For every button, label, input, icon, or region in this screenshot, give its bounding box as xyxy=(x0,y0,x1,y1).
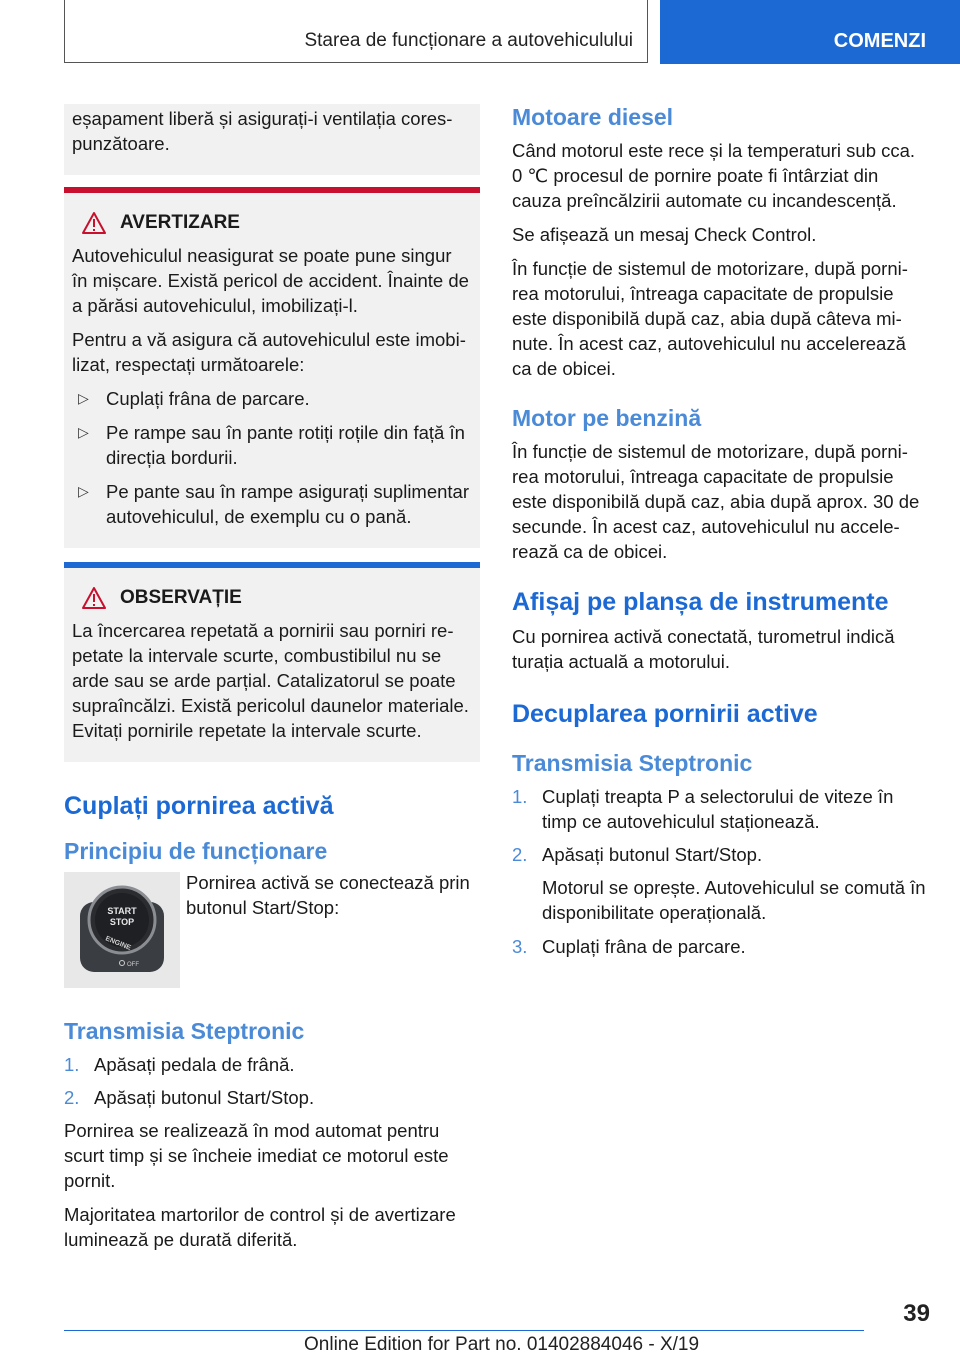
edition-footer: Online Edition for Part no. 01402884046 - X/19 xyxy=(304,1334,700,1355)
section-tab[interactable]: COMENZI xyxy=(660,0,960,64)
warning-heading xyxy=(72,211,472,235)
list-item xyxy=(72,479,472,529)
stop-steps-list-continued xyxy=(512,934,928,959)
list-item xyxy=(72,420,472,470)
start-result-paragraph: Pornirea se realizează în mod automat pentru scurt timp și se încheie imediat ce motorul este pornit. xyxy=(64,1120,449,1191)
list-item xyxy=(64,1052,480,1077)
warning-paragraph-1: Autovehiculul neasigurat se poate pune singur în mișcare. Există pericol de accident. Înainte de a părăsi autovehiculul, imobilizați-l. xyxy=(72,245,469,316)
start-stop-button-image xyxy=(64,872,180,988)
bullet-text: Pe pante sau în rampe asigurați suplimentar autovehiculul, de exemplu cu o pană. xyxy=(106,481,470,527)
start-steps-list xyxy=(64,1052,480,1110)
start-stop-button-icon xyxy=(72,880,172,980)
button-engine-label: ENGINE xyxy=(104,935,132,952)
petrol-paragraph: În funcție de sistemul de motorizare, după pornirea motorului, întreaga capacitate de propulsie este disponibilă după caz, abia după aprox. 30 de secunde. În acest caz, autovehiculul nu accelerează ca de obicei. xyxy=(512,441,920,562)
list-item xyxy=(512,842,928,867)
bullet-text: Pe rampe sau în pante rotiți roțile din față în direcția bordurii. xyxy=(106,422,465,468)
chapter-title: Starea de funcționare a autovehiculului xyxy=(304,30,633,51)
principle-text: Pornirea activă se conectează prin butonul Start/Stop: xyxy=(186,872,470,918)
button-off-label: OFF xyxy=(127,962,139,968)
stop-steps-list xyxy=(512,784,928,867)
warning-callout xyxy=(64,187,480,548)
step-number: 1. xyxy=(512,786,528,807)
section-heading: Cuplați pornirea activă xyxy=(64,792,334,820)
warning-heading-text: AVERTIZARE xyxy=(120,212,240,233)
step-text: Apăsați butonul Start/Stop. xyxy=(94,1087,315,1108)
left-column xyxy=(64,104,480,1261)
diesel-paragraph-2: Se afișează un mesaj Check Control. xyxy=(512,224,817,245)
display-paragraph: Cu pornirea activă conectată, turometrul indică turația actuală a motorului. xyxy=(512,626,895,672)
bullet-text: Cuplați frâna de parcare. xyxy=(106,388,310,409)
steptronic-heading-right: Transmisia Steptronic xyxy=(512,750,753,776)
indicator-paragraph: Majoritatea martorilor de control și de avertizare luminează pe durată diferită. xyxy=(64,1204,456,1250)
page-number: 39 xyxy=(903,1300,930,1327)
notice-callout xyxy=(64,562,480,762)
step-text: Apăsați pedala de frână. xyxy=(94,1054,295,1075)
petrol-heading: Motor pe benzină xyxy=(512,405,702,431)
intro-box xyxy=(64,104,480,175)
step-number: 1. xyxy=(64,1054,80,1075)
step-text: Apăsați butonul Start/Stop. xyxy=(542,844,763,865)
diesel-paragraph-1: Când motorul este rece și la temperaturi sub cca. 0 ℃ procesul de pornire poate fi întârziat din cauza preîncălzirii automate cu incandescență. xyxy=(512,140,916,211)
header-frame xyxy=(64,0,648,63)
warning-icon xyxy=(82,211,106,235)
step-2-result: Motorul se oprește. Autovehiculul se comută în disponibilitate operațională. xyxy=(542,877,926,923)
triangle-bullet-icon: ▷ xyxy=(78,483,89,499)
diesel-paragraph-3: În funcție de sistemul de motorizare, după pornirea motorului, întreaga capacitate de propulsie este disponibilă după caz, abia după câteva minute. În acest caz, autovehiculul nu accelerează ca de obicei. xyxy=(512,258,908,379)
decouple-heading: Decuplarea pornirii active xyxy=(512,700,818,728)
step-number: 2. xyxy=(64,1087,80,1108)
principle-heading: Principiu de funcționare xyxy=(64,838,328,864)
footer-divider xyxy=(64,1330,864,1331)
step-text: Cuplați frâna de parcare. xyxy=(542,936,746,957)
triangle-bullet-icon: ▷ xyxy=(78,390,89,406)
right-column xyxy=(512,102,928,967)
triangle-bullet-icon: ▷ xyxy=(78,424,89,440)
notice-heading-text: OBSERVAȚIE xyxy=(120,587,242,608)
button-start-label: START xyxy=(107,906,137,916)
notice-heading xyxy=(72,586,472,610)
warning-paragraph-2: Pentru a vă asigura că autovehiculul este imobilizat, respectați următoarele: xyxy=(72,329,466,375)
list-item xyxy=(512,934,928,959)
notice-icon xyxy=(82,586,106,610)
list-item xyxy=(72,386,472,411)
list-item xyxy=(64,1085,480,1110)
step-number: 3. xyxy=(512,936,528,957)
intro-text: eșapament liberă și asigurați-i ventilația corespunzătoare. xyxy=(72,108,453,154)
step-text: Cuplați treapta P a selectorului de viteze în timp ce autovehiculul staționează. xyxy=(542,786,894,832)
warning-bullet-list xyxy=(72,386,472,529)
step-number: 2. xyxy=(512,844,528,865)
button-stop-label: STOP xyxy=(109,917,135,927)
list-item xyxy=(512,784,928,834)
notice-paragraph: La încercarea repetată a pornirii sau porniri repetate la intervale scurte, combustibilul nu se arde sau se arde parțial. Catalizatorul se poate supraîncălzi. Există pericolul daunelor materiale. Evitați pornirile repetate la intervale scurte. xyxy=(72,620,469,741)
display-heading: Afișaj pe planșa de instrumente xyxy=(512,588,889,616)
steptronic-heading-left: Transmisia Steptronic xyxy=(64,1018,305,1044)
start-button-figure-row xyxy=(64,872,480,988)
diesel-heading: Motoare diesel xyxy=(512,104,674,130)
